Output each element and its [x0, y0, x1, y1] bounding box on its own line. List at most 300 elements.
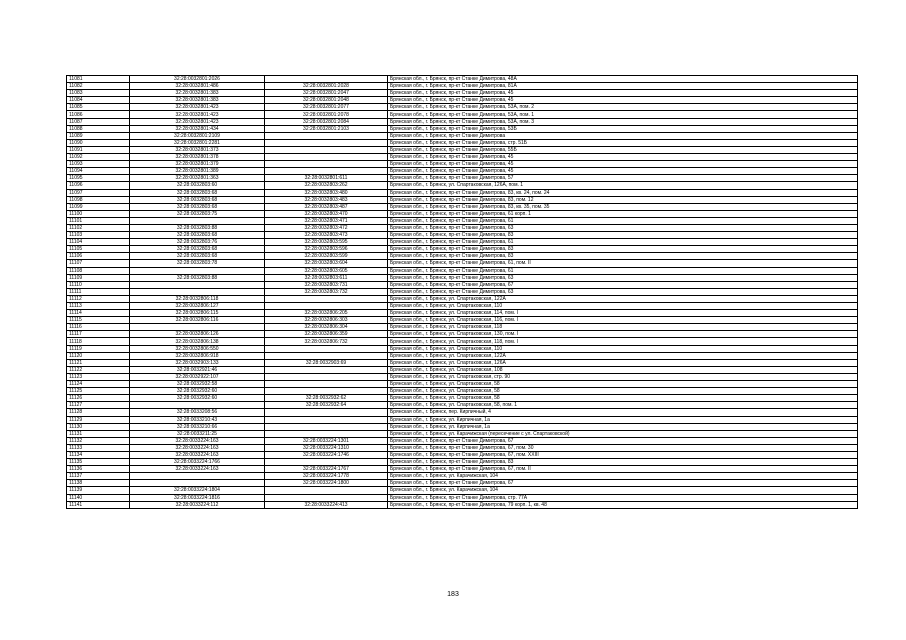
land-parcel-cadastral-cell: 32:28:0033224:1804 [130, 487, 265, 494]
address-cell: Брянская обл., г. Брянск, пр-кт Станке Димитрова, 83 [388, 232, 858, 239]
row-number-cell: 11101 [67, 217, 130, 224]
address-cell: Брянская обл., г. Брянск, ул. Спартаковская, 58 [388, 381, 858, 388]
table-row [67, 224, 858, 231]
address-cell: Брянская обл., г. Брянск, ул. Спартаковская, 130, пом. I [388, 331, 858, 338]
land-parcel-cadastral-cell: 32:28:0032803:68 [130, 196, 265, 203]
land-parcel-cadastral-cell: 32:28:0032801:423 [130, 118, 265, 125]
table-row [67, 451, 858, 458]
table-row [67, 466, 858, 473]
object-cadastral-cell: 32:28:0032803:605 [265, 267, 388, 274]
object-cadastral-cell: 32:28:0032801:2077 [265, 104, 388, 111]
address-cell: Брянская обл., г. Брянск, ул. Спартаковская, 116, пом. I [388, 317, 858, 324]
address-cell: Брянская обл., г. Брянск, ул. Кирпичная, 1а [388, 416, 858, 423]
object-cadastral-cell: 32:28:0032803:480 [265, 189, 388, 196]
row-number-cell: 11123 [67, 373, 130, 380]
row-number-cell: 11110 [67, 281, 130, 288]
table-row [67, 373, 858, 380]
address-cell: Брянская обл., г. Брянск, ул. Спартаковская, 58 [388, 388, 858, 395]
land-parcel-cadastral-cell: 32:28:0032806:115 [130, 310, 265, 317]
object-cadastral-cell: 32:28:0032803:611 [265, 274, 388, 281]
address-cell: Брянская обл., г. Брянск, ул. Спартаковская, 110 [388, 345, 858, 352]
address-cell: Брянская обл., г. Брянск, ул. Спартаковская, 58 [388, 395, 858, 402]
land-parcel-cadastral-cell: 32:28:0032801:2026 [130, 76, 265, 83]
row-number-cell: 11112 [67, 295, 130, 302]
land-parcel-cadastral-cell: 32:28:0032932:60 [130, 395, 265, 402]
row-number-cell: 11141 [67, 501, 130, 508]
row-number-cell: 11111 [67, 288, 130, 295]
address-cell: Брянская обл., г. Брянск, пр-кт Станке Димитрова, 61 корп. 1 [388, 210, 858, 217]
address-cell: Брянская обл., г. Брянск, ул. Спартаковская, 110 [388, 303, 858, 310]
row-number-cell: 11085 [67, 104, 130, 111]
land-parcel-cadastral-cell [130, 281, 265, 288]
table-row [67, 295, 858, 302]
address-cell: Брянская обл., г. Брянск, пр-кт Станке Димитрова, 61 [388, 217, 858, 224]
land-parcel-cadastral-cell: 32:28:0032801:2281 [130, 139, 265, 146]
address-cell: Брянская обл., г. Брянск, пр-кт Станке Димитрова, 45 [388, 161, 858, 168]
address-cell: Брянская обл., г. Брянск, пр-кт Станке Димитрова, 63 [388, 288, 858, 295]
object-cadastral-cell: 32:28:0033224:1778 [265, 473, 388, 480]
land-parcel-cadastral-cell: 32:28:0032932:60 [130, 388, 265, 395]
object-cadastral-cell: 32:28:0032801:2048 [265, 97, 388, 104]
table-row [67, 338, 858, 345]
land-parcel-cadastral-cell: 32:28:0032803:75 [130, 210, 265, 217]
land-parcel-cadastral-cell: 32:28:0033224:163 [130, 437, 265, 444]
land-parcel-cadastral-cell: 32:28:0032803:78 [130, 260, 265, 267]
address-cell: Брянская обл., г. Брянск, пр-кт Станке Димитрова, 67 [388, 437, 858, 444]
table-row [67, 345, 858, 352]
row-number-cell: 11104 [67, 239, 130, 246]
land-parcel-cadastral-cell: 32:28:0032921:46 [130, 366, 265, 373]
address-cell: Брянская обл., г. Брянск, пр-кт Станке Димитрова, 67, пом. XXIII [388, 451, 858, 458]
object-cadastral-cell: 32:28:0033224:1800 [265, 480, 388, 487]
table-row [67, 168, 858, 175]
land-parcel-cadastral-cell: 32:28:0032803:68 [130, 232, 265, 239]
table-row [67, 352, 858, 359]
table-row [67, 501, 858, 508]
address-cell: Брянская обл., г. Брянск, пр-кт Станке Димитрова, 81А [388, 83, 858, 90]
address-cell: Брянская обл., г. Брянск, пр-кт Станке Димитрова, 45 [388, 168, 858, 175]
table-row [67, 175, 858, 182]
address-cell: Брянская обл., г. Брянск, пр-кт Станке Димитрова, 55Б [388, 146, 858, 153]
row-number-cell: 11139 [67, 487, 130, 494]
object-cadastral-cell [265, 423, 388, 430]
address-cell: Брянская обл., г. Брянск, пр-кт Станке Димитрова, 83, кв. 24, пом. 24 [388, 189, 858, 196]
address-cell: Брянская обл., г. Брянск, пр-кт Станке Димитрова, стр. 77А [388, 494, 858, 501]
row-number-cell: 11082 [67, 83, 130, 90]
table-row [67, 437, 858, 444]
land-parcel-cadastral-cell [130, 324, 265, 331]
land-parcel-cadastral-cell: 32:28:0032801:383 [130, 90, 265, 97]
table-row [67, 132, 858, 139]
address-cell: Брянская обл., г. Брянск, ул. Спартаковская, 108 [388, 366, 858, 373]
land-parcel-cadastral-cell: 32:28:0032803:68 [130, 246, 265, 253]
land-parcel-cadastral-cell: 32:28:0032806:550 [130, 345, 265, 352]
table-row [67, 189, 858, 196]
land-parcel-cadastral-cell: 32:28:0033224:1816 [130, 494, 265, 501]
address-cell: Брянская обл., г. Брянск, пр-кт Станке Димитрова, 63 [388, 274, 858, 281]
table-row [67, 118, 858, 125]
address-cell: Брянская обл., г. Брянск, пр-кт Станке Димитрова, 79 корп. 1, кв. 48 [388, 501, 858, 508]
object-cadastral-cell: 32:28:0032803:604 [265, 260, 388, 267]
table-row [67, 288, 858, 295]
row-number-cell: 11098 [67, 196, 130, 203]
table-row [67, 324, 858, 331]
table-row [67, 402, 858, 409]
object-cadastral-cell [265, 154, 388, 161]
row-number-cell: 11126 [67, 395, 130, 402]
table-row [67, 317, 858, 324]
row-number-cell: 11121 [67, 359, 130, 366]
object-cadastral-cell: 32:28:0032803:472 [265, 224, 388, 231]
table-row [67, 331, 858, 338]
address-cell: Брянская обл., г. Брянск, пр-кт Станке Димитрова, 61 [388, 239, 858, 246]
land-parcel-cadastral-cell: 32:28:0032803:88 [130, 274, 265, 281]
table-row [67, 359, 858, 366]
address-cell: Брянская обл., г. Брянск, ул. Спартаковская, 122А [388, 352, 858, 359]
table-row [67, 416, 858, 423]
address-cell: Брянская обл., г. Брянск, пр-кт Станке Димитрова, 67, пом. 30 [388, 444, 858, 451]
address-cell: Брянская обл., г. Брянск, ул. Карачижская (пересечение с ул. Спартаковской) [388, 430, 858, 437]
object-cadastral-cell: 32:28:0032803:487 [265, 203, 388, 210]
row-number-cell: 11130 [67, 423, 130, 430]
row-number-cell: 11086 [67, 111, 130, 118]
row-number-cell: 11137 [67, 473, 130, 480]
address-cell: Брянская обл., г. Брянск, пер. Кирпичный, 4 [388, 409, 858, 416]
row-number-cell: 11083 [67, 90, 130, 97]
table-row [67, 139, 858, 146]
land-parcel-cadastral-cell: 32:28:0033210:43 [130, 416, 265, 423]
table-row [67, 274, 858, 281]
registry-table [66, 75, 858, 509]
table-row [67, 381, 858, 388]
object-cadastral-cell [265, 430, 388, 437]
row-number-cell: 11117 [67, 331, 130, 338]
land-parcel-cadastral-cell: 32:28:0032801:423 [130, 104, 265, 111]
table-row [67, 154, 858, 161]
row-number-cell: 11094 [67, 168, 130, 175]
table-row [67, 395, 858, 402]
object-cadastral-cell: 32:28:0032801:2028 [265, 83, 388, 90]
row-number-cell: 11089 [67, 132, 130, 139]
land-parcel-cadastral-cell: 32:28:0032803:68 [130, 253, 265, 260]
row-number-cell: 11120 [67, 352, 130, 359]
row-number-cell: 11122 [67, 366, 130, 373]
table-row [67, 423, 858, 430]
address-cell: Брянская обл., г. Брянск, пр-кт Станке Димитрова, 45 [388, 90, 858, 97]
object-cadastral-cell: 32:28:0032801:2103 [265, 125, 388, 132]
row-number-cell: 11107 [67, 260, 130, 267]
land-parcel-cadastral-cell: 32:28:0032801:378 [130, 154, 265, 161]
table-row [67, 146, 858, 153]
object-cadastral-cell: 32:28:0032932:62 [265, 395, 388, 402]
object-cadastral-cell: 32:28:0032803:471 [265, 217, 388, 224]
row-number-cell: 11100 [67, 210, 130, 217]
row-number-cell: 11138 [67, 480, 130, 487]
table-row [67, 459, 858, 466]
land-parcel-cadastral-cell [130, 480, 265, 487]
object-cadastral-cell [265, 132, 388, 139]
object-cadastral-cell: 32:28:0033224:1767 [265, 466, 388, 473]
table-row [67, 487, 858, 494]
address-cell: Брянская обл., г. Брянск, пр-кт Станке Димитрова, 83 [388, 459, 858, 466]
land-parcel-cadastral-cell: 32:28:0033224:1766 [130, 459, 265, 466]
object-cadastral-cell: 32:28:0032801:611 [265, 175, 388, 182]
object-cadastral-cell [265, 494, 388, 501]
page-number: 183 [447, 591, 459, 598]
address-cell: Брянская обл., г. Брянск, ул. Спартаковская, 118, пом. I [388, 338, 858, 345]
land-parcel-cadastral-cell: 32:28:0032801:434 [130, 125, 265, 132]
object-cadastral-cell: 32:28:0032801:2084 [265, 118, 388, 125]
object-cadastral-cell: 32:28:0032803:262 [265, 182, 388, 189]
table-row [67, 303, 858, 310]
land-parcel-cadastral-cell: 32:28:0032801:363 [130, 175, 265, 182]
row-number-cell: 11133 [67, 444, 130, 451]
land-parcel-cadastral-cell: 32:28:0032801:389 [130, 168, 265, 175]
land-parcel-cadastral-cell: 32:28:0032803:88 [130, 224, 265, 231]
table-row [67, 366, 858, 373]
row-number-cell: 11140 [67, 494, 130, 501]
row-number-cell: 11114 [67, 310, 130, 317]
table-row [67, 480, 858, 487]
table-row [67, 494, 858, 501]
row-number-cell: 11125 [67, 388, 130, 395]
object-cadastral-cell [265, 373, 388, 380]
object-cadastral-cell [265, 366, 388, 373]
object-cadastral-cell: 32:28:0032803:596 [265, 246, 388, 253]
table-row [67, 182, 858, 189]
object-cadastral-cell [265, 345, 388, 352]
object-cadastral-cell: 32:28:0032806:205 [265, 310, 388, 317]
land-parcel-cadastral-cell: 32:28:0033210:66 [130, 423, 265, 430]
table-row [67, 217, 858, 224]
table-row [67, 161, 858, 168]
table-row [67, 444, 858, 451]
land-parcel-cadastral-cell: 32:28:0032806:127 [130, 303, 265, 310]
table-row [67, 388, 858, 395]
land-parcel-cadastral-cell: 32:28:0032801:379 [130, 161, 265, 168]
address-cell: Брянская обл., г. Брянск, пр-кт Станке Димитрова, 48А [388, 76, 858, 83]
table-row [67, 83, 858, 90]
address-cell: Брянская обл., г. Брянск, пр-кт Станке Димитрова, 83 [388, 246, 858, 253]
table-row [67, 203, 858, 210]
row-number-cell: 11095 [67, 175, 130, 182]
table-row [67, 232, 858, 239]
address-cell: Брянская обл., г. Брянск, пр-кт Станке Димитрова, 67 [388, 480, 858, 487]
object-cadastral-cell: 32:28:0032903:69 [265, 359, 388, 366]
row-number-cell: 11099 [67, 203, 130, 210]
address-cell: Брянская обл., г. Брянск, ул. Спартаковская, 118 [388, 324, 858, 331]
land-parcel-cadastral-cell: 32:28:0032932:58 [130, 381, 265, 388]
land-parcel-cadastral-cell: 32:28:0032803:68 [130, 189, 265, 196]
address-cell: Брянская обл., г. Брянск, ул. Спартаковская, стр. 90 [388, 373, 858, 380]
object-cadastral-cell: 32:28:0032806:303 [265, 317, 388, 324]
object-cadastral-cell: 32:28:0032803:483 [265, 196, 388, 203]
object-cadastral-cell [265, 139, 388, 146]
object-cadastral-cell [265, 168, 388, 175]
address-cell: Брянская обл., г. Брянск, пр-кт Станке Димитрова [388, 132, 858, 139]
row-number-cell: 11087 [67, 118, 130, 125]
address-cell: Брянская обл., г. Брянск, пр-кт Станке Димитрова, 67, пом. II [388, 466, 858, 473]
object-cadastral-cell [265, 352, 388, 359]
land-parcel-cadastral-cell: 32:28:0032801:486 [130, 83, 265, 90]
address-cell: Брянская обл., г. Брянск, пр-кт Станке Димитрова, 61 [388, 267, 858, 274]
table-row [67, 281, 858, 288]
address-cell: Брянская обл., г. Брянск, пр-кт Станке Димитрова, 83 [388, 253, 858, 260]
row-number-cell: 11119 [67, 345, 130, 352]
row-number-cell: 11108 [67, 267, 130, 274]
object-cadastral-cell: 32:28:0033224:1310 [265, 444, 388, 451]
object-cadastral-cell: 32:28:0032801:2047 [265, 90, 388, 97]
row-number-cell: 11081 [67, 76, 130, 83]
land-parcel-cadastral-cell: 32:28:0033224:163 [130, 466, 265, 473]
table-row [67, 473, 858, 480]
row-number-cell: 11127 [67, 402, 130, 409]
row-number-cell: 11090 [67, 139, 130, 146]
object-cadastral-cell [265, 459, 388, 466]
table-row [67, 253, 858, 260]
row-number-cell: 11097 [67, 189, 130, 196]
row-number-cell: 11131 [67, 430, 130, 437]
row-number-cell: 11116 [67, 324, 130, 331]
land-parcel-cadastral-cell: 32:28:0033208:56 [130, 409, 265, 416]
land-parcel-cadastral-cell: 32:28:0032806:118 [130, 295, 265, 302]
land-parcel-cadastral-cell: 32:28:0032803:68 [130, 203, 265, 210]
row-number-cell: 11091 [67, 146, 130, 153]
address-cell: Брянская обл., г. Брянск, пр-кт Станке Димитрова, 45 [388, 154, 858, 161]
object-cadastral-cell [265, 303, 388, 310]
address-cell: Брянская обл., г. Брянск, пр-кт Станке Димитрова, 53А, пом. 1 [388, 111, 858, 118]
table-row [67, 125, 858, 132]
object-cadastral-cell [265, 388, 388, 395]
land-parcel-cadastral-cell: 32:28:0033224:163 [130, 451, 265, 458]
registry-table-body [67, 76, 858, 509]
land-parcel-cadastral-cell: 32:28:0032801:423 [130, 111, 265, 118]
object-cadastral-cell [265, 76, 388, 83]
table-row [67, 90, 858, 97]
row-number-cell: 11129 [67, 416, 130, 423]
object-cadastral-cell: 32:28:0032806:359 [265, 331, 388, 338]
object-cadastral-cell [265, 416, 388, 423]
object-cadastral-cell: 32:28:0032803:470 [265, 210, 388, 217]
address-cell: Брянская обл., г. Брянск, пр-кт Станке Димитрова, 53А, пом. 2 [388, 104, 858, 111]
table-row [67, 104, 858, 111]
address-cell: Брянская обл., г. Брянск, пр-кт Станке Димитрова, 45 [388, 97, 858, 104]
object-cadastral-cell [265, 146, 388, 153]
object-cadastral-cell: 32:28:0032803:473 [265, 232, 388, 239]
address-cell: Брянская обл., г. Брянск, пр-кт Станке Димитрова, 57 [388, 175, 858, 182]
row-number-cell: 11118 [67, 338, 130, 345]
object-cadastral-cell [265, 409, 388, 416]
land-parcel-cadastral-cell [130, 473, 265, 480]
land-parcel-cadastral-cell [130, 267, 265, 274]
row-number-cell: 11134 [67, 451, 130, 458]
row-number-cell: 11093 [67, 161, 130, 168]
object-cadastral-cell: 32:28:0033224:1301 [265, 437, 388, 444]
address-cell: Брянская обл., г. Брянск, ул. Кирпичная, 1а [388, 423, 858, 430]
address-cell: Брянская обл., г. Брянск, ул. Спартаковская, 126А [388, 359, 858, 366]
row-number-cell: 11103 [67, 232, 130, 239]
land-parcel-cadastral-cell: 32:28:0033224:112 [130, 501, 265, 508]
address-cell: Брянская обл., г. Брянск, ул. Спартаковская, 114, пом. I [388, 310, 858, 317]
object-cadastral-cell: 32:28:0033224:1746 [265, 451, 388, 458]
land-parcel-cadastral-cell: 32:28:0033211:25 [130, 430, 265, 437]
object-cadastral-cell: 32:28:0032803:599 [265, 253, 388, 260]
address-cell: Брянская обл., г. Брянск, ул. Спартаковская, 58, пом. 1 [388, 402, 858, 409]
land-parcel-cadastral-cell: 32:28:0032806:138 [130, 338, 265, 345]
address-cell: Брянская обл., г. Брянск, ул. Карачижская, 104 [388, 473, 858, 480]
table-row [67, 310, 858, 317]
address-cell: Брянская обл., г. Брянск, пр-кт Станке Димитрова, 53Б [388, 125, 858, 132]
table-row [67, 196, 858, 203]
object-cadastral-cell: 32:28:0032803:732 [265, 288, 388, 295]
land-parcel-cadastral-cell: 32:28:0032903:133 [130, 359, 265, 366]
object-cadastral-cell [265, 487, 388, 494]
land-parcel-cadastral-cell: 32:28:0032806:126 [130, 331, 265, 338]
row-number-cell: 11092 [67, 154, 130, 161]
row-number-cell: 11135 [67, 459, 130, 466]
row-number-cell: 11113 [67, 303, 130, 310]
land-parcel-cadastral-cell: 32:28:0032803:76 [130, 239, 265, 246]
object-cadastral-cell: 32:28:0032806:732 [265, 338, 388, 345]
row-number-cell: 11136 [67, 466, 130, 473]
address-cell: Брянская обл., г. Брянск, пр-кт Станке Димитрова, 53А, пом. 3 [388, 118, 858, 125]
land-parcel-cadastral-cell: 32:28:0032801:2109 [130, 132, 265, 139]
table-row [67, 409, 858, 416]
object-cadastral-cell: 32:28:0032803:595 [265, 239, 388, 246]
object-cadastral-cell [265, 295, 388, 302]
table-row [67, 260, 858, 267]
address-cell: Брянская обл., г. Брянск, пр-кт Станке Димитрова, 83, пом. 12 [388, 196, 858, 203]
table-row [67, 76, 858, 83]
row-number-cell: 11105 [67, 246, 130, 253]
row-number-cell: 11128 [67, 409, 130, 416]
object-cadastral-cell: 32:28:0032803:731 [265, 281, 388, 288]
address-cell: Брянская обл., г. Брянск, пр-кт Станке Димитрова, 83, кв. 35, пом. 35 [388, 203, 858, 210]
row-number-cell: 11096 [67, 182, 130, 189]
object-cadastral-cell: 32:28:0033224:413 [265, 501, 388, 508]
address-cell: Брянская обл., г. Брянск, ул. Спартаковская, 122А [388, 295, 858, 302]
object-cadastral-cell: 32:28:0032806:304 [265, 324, 388, 331]
object-cadastral-cell [265, 161, 388, 168]
land-parcel-cadastral-cell: 32:28:0032801:383 [130, 97, 265, 104]
table-row [67, 430, 858, 437]
land-parcel-cadastral-cell [130, 288, 265, 295]
row-number-cell: 11132 [67, 437, 130, 444]
row-number-cell: 11106 [67, 253, 130, 260]
land-parcel-cadastral-cell: 32:28:0032806:116 [130, 317, 265, 324]
land-parcel-cadastral-cell: 32:28:0032803:60 [130, 182, 265, 189]
object-cadastral-cell [265, 381, 388, 388]
table-row [67, 239, 858, 246]
table-row [67, 111, 858, 118]
row-number-cell: 11102 [67, 224, 130, 231]
address-cell: Брянская обл., г. Брянск, пр-кт Станке Димитрова, стр. 51Б [388, 139, 858, 146]
address-cell: Брянская обл., г. Брянск, пр-кт Станке Димитрова, 63 [388, 224, 858, 231]
land-parcel-cadastral-cell: 32:28:0032922:107 [130, 373, 265, 380]
address-cell: Брянская обл., г. Брянск, пр-кт Станке Димитрова, 67 [388, 281, 858, 288]
row-number-cell: 11109 [67, 274, 130, 281]
table-row [67, 210, 858, 217]
land-parcel-cadastral-cell: 32:28:0033224:163 [130, 444, 265, 451]
object-cadastral-cell: 32:28:0032932:64 [265, 402, 388, 409]
row-number-cell: 11084 [67, 97, 130, 104]
land-parcel-cadastral-cell: 32:28:0032806:918 [130, 352, 265, 359]
row-number-cell: 11124 [67, 381, 130, 388]
row-number-cell: 11088 [67, 125, 130, 132]
address-cell: Брянская обл., г. Брянск, пр-кт Станке Димитрова, 61, пом. II [388, 260, 858, 267]
object-cadastral-cell: 32:28:0032801:2078 [265, 111, 388, 118]
table-row [67, 267, 858, 274]
